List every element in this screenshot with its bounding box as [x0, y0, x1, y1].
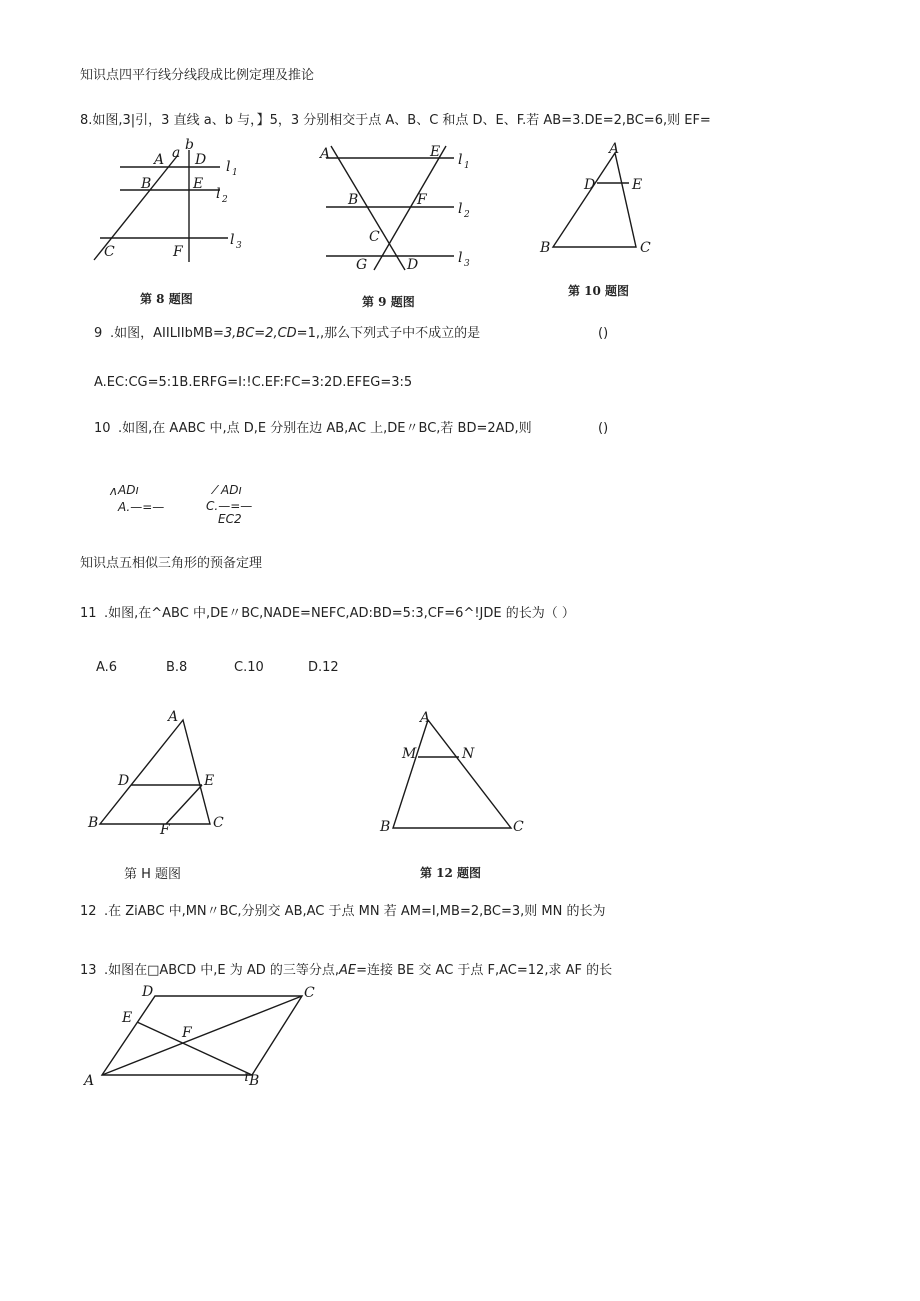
question-10-number: 10 [94, 421, 111, 436]
figure-12-diagram [376, 710, 536, 844]
fig12-label-B: B [380, 819, 391, 835]
fig11-label-E: E [204, 773, 215, 789]
fig9-label-F: F [417, 192, 427, 208]
fig13-label-C: C [304, 985, 315, 1001]
figure-13-diagram [80, 982, 330, 1092]
figure-12-caption: 第 12 题图 [420, 866, 482, 880]
fig8-label-D: D [195, 152, 207, 168]
fig13-label-B: B [249, 1073, 260, 1089]
question-13-text-start: .如图在□ABCD 中,E 为 AD 的三等分点, [104, 963, 339, 978]
q10-option-c-denominator: EC2 [218, 512, 242, 526]
question-13-text-tail: 连接 BE 交 AC 于点 F,AC=12,求 AF 的长 [367, 963, 613, 978]
fig11-label-A: A [168, 709, 179, 725]
fig11-segment-EF [166, 785, 202, 824]
figure-10-caption: 第 10 题图 [568, 284, 630, 298]
figure-8-caption: 第 8 题图 [140, 292, 193, 306]
figure-8-diagram [88, 137, 258, 270]
fig8-label-F: F [173, 244, 183, 260]
fig12-label-M: M [402, 746, 417, 762]
fig13-diagonal-AC [102, 996, 302, 1075]
fig8-label-A: A [154, 152, 165, 168]
fig11-label-B: B [88, 815, 99, 831]
question-13-text [104, 963, 612, 979]
question-11-number: 11 [80, 606, 97, 621]
question-12-text: .在 ZiABC 中,MN〃BC,分别交 AB,AC 于点 MN 若 AM=I,MB=2,BC=3,则 MN 的长为 [104, 904, 606, 919]
question-9-text-italic: 3,BC=2,CD= [223, 326, 308, 341]
fig8-label-C: C [104, 244, 115, 260]
fig9-label-E: E [430, 144, 441, 160]
q10-option-c-prefix: ⁄ [214, 483, 217, 497]
question-9-answer-paren: () [598, 326, 609, 341]
q10-option-a-prefix: ʌ [110, 484, 118, 498]
fig9-label-l2-sub: 2 [464, 210, 470, 220]
question-11-text: .如图,在^ABC 中,DE〃BC,NADE=NEFC,AD:BD=5:3,CF=6^!JDE 的长为（ ） [104, 606, 575, 621]
fig13-label-D: D [142, 984, 154, 1000]
question-9-text-start: .如图，AIILIIbMB= [110, 326, 224, 341]
fig11-label-C: C [213, 815, 224, 831]
question-11-option-a: A.6 [96, 660, 118, 675]
q10-option-c-line: C.—=— [206, 499, 253, 513]
fig8-label-l2-sub: 2 [222, 195, 228, 205]
fig9-label-l2: l [458, 201, 463, 217]
question-13-text-italic: AE= [339, 963, 367, 978]
fig10-label-E: E [632, 177, 643, 193]
fig10-label-D: D [584, 177, 596, 193]
fig13-label-E: E [122, 1010, 133, 1026]
q10-option-c-numerator: ADı [221, 483, 242, 497]
fig8-label-l1-sub: 1 [232, 168, 238, 178]
fig10-triangle-ABC [553, 153, 636, 247]
fig8-label-l2: l [216, 186, 221, 202]
question-11-option-c: C.10 [234, 660, 264, 675]
fig9-label-A: A [320, 146, 331, 162]
fig8-label-a: a [172, 145, 181, 161]
question-10-answer-paren: () [598, 421, 609, 436]
fig8-label-l1: l [226, 159, 231, 175]
fig9-label-l3: l [458, 250, 463, 266]
fig11-label-D: D [118, 773, 130, 789]
question-11-option-b: B.8 [166, 660, 188, 675]
fig8-label-l3: l [230, 232, 235, 248]
fig12-label-C: C [513, 819, 524, 835]
question-13-number: 13 [80, 963, 97, 978]
figure-11-caption: 第 H 题图 [124, 867, 182, 882]
question-9-number: 9 [94, 326, 103, 341]
figure-10-diagram [540, 138, 670, 258]
fig11-triangle-ABC [100, 720, 210, 824]
question-10-text: .如图,在 AABC 中,点 D,E 分别在边 AB,AC 上,DE〃BC,若 BD=2AD,则 [118, 421, 532, 436]
section-title-similar-triangles: 知识点五相似三角形的预备定理 [80, 556, 263, 571]
question-11-option-d: D.12 [308, 660, 339, 675]
fig13-segment-BE [137, 1022, 252, 1075]
fig8-label-l3-sub: 3 [236, 241, 242, 251]
question-9-text-tail: 1,,那么下列式子中不成立的是 [307, 326, 481, 341]
figure-9-caption: 第 9 题图 [362, 295, 415, 309]
fig8-label-E: E [193, 176, 204, 192]
section-title-parallel-lines: 知识点四平行线分线段成比例定理及推论 [80, 68, 315, 83]
fig9-line-EG [374, 146, 446, 270]
fig10-label-A: A [609, 141, 620, 157]
question-9-text [110, 326, 480, 342]
fig12-label-A: A [420, 710, 431, 726]
fig13-label-A: A [84, 1073, 95, 1089]
fig13-label-B-prefix: ı [244, 1069, 249, 1085]
fig8-label-b: b [185, 137, 194, 153]
fig9-label-l3-sub: 3 [464, 259, 470, 269]
fig9-label-l1: l [458, 152, 463, 168]
fig11-label-F: F [160, 822, 170, 838]
fig12-triangle-ABC [393, 720, 511, 828]
fig8-label-B: B [141, 176, 152, 192]
fig9-label-l1-sub: 1 [464, 161, 470, 171]
fig10-label-C: C [640, 240, 651, 256]
figure-11-diagram [86, 706, 246, 841]
fig10-label-B: B [540, 240, 551, 256]
question-8-text: 8.如图,3|引，3 直线 a、b 与，】5，3 分别相交于点 A、B、C 和点 D、E、F.若 AB=3.DE=2,BC=6,则 EF= [80, 113, 711, 128]
question-12-number: 12 [80, 904, 97, 919]
q10-option-a-line: A.—=— [118, 500, 165, 514]
fig9-label-G: G [356, 257, 368, 273]
fig12-label-N: N [462, 746, 475, 762]
fig13-label-F: F [182, 1025, 192, 1041]
figure-9-diagram [318, 138, 478, 273]
fig9-label-D: D [407, 257, 419, 273]
question-9-options: A.EC:CG=5:1B.ERFG=I:!C.EF:FC=3:2D.EFEG=3:5 [94, 375, 413, 390]
q10-option-a-numerator: ADı [118, 483, 139, 497]
fig9-label-C: C [369, 229, 380, 245]
fig9-label-B: B [348, 192, 359, 208]
fig9-line-AD [331, 146, 405, 270]
